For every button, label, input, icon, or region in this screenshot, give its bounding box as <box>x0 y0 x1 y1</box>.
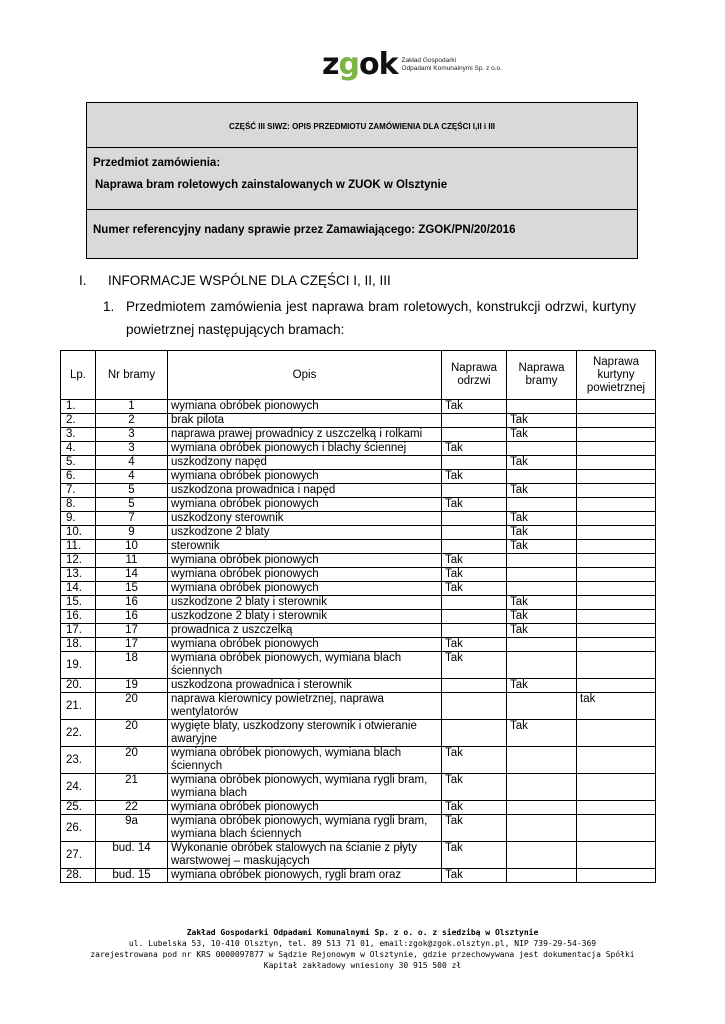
cell-door-repair: Tak <box>442 842 507 869</box>
table-row <box>61 693 656 720</box>
cell-description: naprawa kierownicy powietrznej, naprawa wentylatorów <box>168 693 442 720</box>
cell-door-repair: Tak <box>442 747 507 774</box>
logo-mark-g: g <box>338 47 359 82</box>
header-lp: Lp. <box>61 351 96 400</box>
cell-door-repair <box>442 610 507 624</box>
cell-gate-number: 20 <box>96 720 168 747</box>
table-row <box>61 774 656 801</box>
cell-lp: 17. <box>61 624 96 638</box>
cell-lp: 6. <box>61 470 96 484</box>
cell-lp: 23. <box>61 747 96 774</box>
cell-door-repair <box>442 428 507 442</box>
table-row <box>61 610 656 624</box>
header-subject-row <box>87 148 637 210</box>
cell-gate-number: 17 <box>96 624 168 638</box>
cell-door-repair: Tak <box>442 815 507 842</box>
cell-air-curtain-repair <box>577 720 656 747</box>
document-title: CZĘŚĆ III SIWZ: OPIS PRZEDMIOTU ZAMÓWIENIA DLA CZĘŚCI I,II i III <box>228 122 496 131</box>
table-row <box>61 568 656 582</box>
cell-air-curtain-repair <box>577 568 656 582</box>
cell-description: uszkodzony napęd <box>168 456 442 470</box>
cell-gate-repair: Tak <box>507 624 577 638</box>
cell-description: wymiana obróbek pionowych, wymiana rygli bram, wymiana blach ściennych <box>168 815 442 842</box>
cell-air-curtain-repair <box>577 470 656 484</box>
logo-text <box>402 57 502 73</box>
cell-door-repair: Tak <box>442 652 507 679</box>
cell-lp: 20. <box>61 679 96 693</box>
cell-gate-number: 5 <box>96 484 168 498</box>
subject-label: Przedmiot zamówienia: <box>93 157 221 169</box>
cell-lp: 22. <box>61 720 96 747</box>
cell-door-repair: Tak <box>442 869 507 883</box>
header-box <box>86 102 638 259</box>
cell-door-repair: Tak <box>442 568 507 582</box>
cell-gate-repair <box>507 774 577 801</box>
cell-gate-number: 9a <box>96 815 168 842</box>
table-row <box>61 554 656 568</box>
paragraph-text: Przedmiotem zamówienia jest naprawa bram roletowych, konstrukcji odrzwi, kurtyny powietrznej następujących bramach: <box>126 299 636 337</box>
footer <box>0 927 725 971</box>
cell-gate-number: 18 <box>96 652 168 679</box>
cell-gate-number: 4 <box>96 470 168 484</box>
cell-gate-repair: Tak <box>507 540 577 554</box>
cell-gate-number: 4 <box>96 456 168 470</box>
cell-description: sterownik <box>168 540 442 554</box>
cell-lp: 18. <box>61 638 96 652</box>
cell-lp: 21. <box>61 693 96 720</box>
table-row <box>61 582 656 596</box>
table-row <box>61 652 656 679</box>
cell-gate-repair <box>507 568 577 582</box>
cell-description: wymiana obróbek pionowych <box>168 638 442 652</box>
cell-description: uszkodzone 2 blaty i sterownik <box>168 596 442 610</box>
cell-air-curtain-repair <box>577 554 656 568</box>
cell-gate-number: 1 <box>96 400 168 414</box>
cell-description: prowadnica z uszczelką <box>168 624 442 638</box>
cell-gate-repair <box>507 652 577 679</box>
cell-gate-repair <box>507 498 577 512</box>
cell-description: wymiana obróbek pionowych <box>168 582 442 596</box>
table-row <box>61 484 656 498</box>
cell-description: wymiana obróbek pionowych i blachy ściennej <box>168 442 442 456</box>
cell-gate-number: 7 <box>96 512 168 526</box>
cell-air-curtain-repair <box>577 747 656 774</box>
cell-lp: 16. <box>61 610 96 624</box>
cell-gate-number: 15 <box>96 582 168 596</box>
cell-gate-repair <box>507 842 577 869</box>
logo-line2: Odpadami Komunalnymi Sp. z o.o. <box>401 65 502 72</box>
cell-description: uszkodzona prowadnica i sterownik <box>168 679 442 693</box>
cell-gate-repair: Tak <box>507 526 577 540</box>
table-header-row <box>61 351 656 400</box>
table-row <box>61 801 656 815</box>
cell-lp: 9. <box>61 512 96 526</box>
cell-gate-repair <box>507 638 577 652</box>
cell-gate-number: 16 <box>96 596 168 610</box>
logo-mark <box>322 47 398 82</box>
cell-gate-repair <box>507 801 577 815</box>
cell-description: Wykonanie obróbek stalowych na ścianie z płyty warstwowej – maskujących <box>168 842 442 869</box>
cell-gate-repair: Tak <box>507 610 577 624</box>
footer-capital: Kapitał zakładowy wniesiony 30 915 500 zł <box>263 961 462 970</box>
cell-gate-repair: Tak <box>507 720 577 747</box>
cell-door-repair: Tak <box>442 582 507 596</box>
cell-gate-number: 22 <box>96 801 168 815</box>
logo-mark-ok: ok <box>358 47 398 82</box>
cell-lp: 27. <box>61 842 96 869</box>
header-gate-repair: Naprawa bramy <box>507 351 577 400</box>
cell-door-repair: Tak <box>442 801 507 815</box>
cell-lp: 10. <box>61 526 96 540</box>
cell-air-curtain-repair <box>577 456 656 470</box>
table-row <box>61 456 656 470</box>
paragraph-1 <box>103 295 636 341</box>
cell-air-curtain-repair <box>577 512 656 526</box>
cell-lp: 4. <box>61 442 96 456</box>
cell-door-repair: Tak <box>442 638 507 652</box>
cell-lp: 26. <box>61 815 96 842</box>
cell-door-repair: Tak <box>442 470 507 484</box>
cell-description: wymiana obróbek pionowych, wymiana blach ściennych <box>168 652 442 679</box>
cell-gate-repair <box>507 554 577 568</box>
header-air-curtain-repair: Naprawa kurtyny powietrznej <box>577 351 656 400</box>
cell-gate-repair: Tak <box>507 456 577 470</box>
cell-description: wymiana obróbek pionowych <box>168 498 442 512</box>
cell-gate-repair <box>507 815 577 842</box>
cell-description: uszkodzona prowadnica i napęd <box>168 484 442 498</box>
cell-door-repair <box>442 414 507 428</box>
cell-air-curtain-repair <box>577 638 656 652</box>
cell-gate-repair <box>507 470 577 484</box>
table-row <box>61 526 656 540</box>
cell-air-curtain-repair <box>577 679 656 693</box>
cell-door-repair: Tak <box>442 774 507 801</box>
table-row <box>61 470 656 484</box>
cell-gate-number: 19 <box>96 679 168 693</box>
cell-door-repair <box>442 720 507 747</box>
cell-gate-number: bud. 14 <box>96 842 168 869</box>
cell-air-curtain-repair <box>577 869 656 883</box>
table-row <box>61 400 656 414</box>
logo-mark-z: z <box>322 47 339 82</box>
subject-value: Naprawa bram roletowych zainstalowanych w ZUOK w Olsztynie <box>95 179 448 191</box>
header-description: Opis <box>168 351 442 400</box>
cell-gate-repair: Tak <box>507 484 577 498</box>
cell-air-curtain-repair <box>577 400 656 414</box>
cell-door-repair: Tak <box>442 554 507 568</box>
table-row <box>61 720 656 747</box>
table-row <box>61 498 656 512</box>
footer-address: ul. Lubelska 53, 10-410 Olsztyn, tel. 89 513 71 01, email:zgok@zgok.olsztyn.pl, NIP 739-29-54-369 <box>128 939 597 948</box>
cell-door-repair <box>442 540 507 554</box>
company-logo <box>322 47 502 82</box>
footer-company: Zakład Gospodarki Odpadami Komunalnymi Sp. z o. o. z siedzibą w Olsztynie <box>186 928 539 937</box>
cell-lp: 14. <box>61 582 96 596</box>
table-row <box>61 815 656 842</box>
cell-gate-number: 5 <box>96 498 168 512</box>
cell-gate-number: 20 <box>96 693 168 720</box>
cell-gate-repair: Tak <box>507 596 577 610</box>
cell-gate-repair: Tak <box>507 428 577 442</box>
cell-lp: 3. <box>61 428 96 442</box>
cell-door-repair: Tak <box>442 400 507 414</box>
logo-line1: Zakład Gospodarki <box>401 57 457 64</box>
table-row <box>61 414 656 428</box>
cell-air-curtain-repair <box>577 582 656 596</box>
cell-door-repair <box>442 512 507 526</box>
cell-door-repair: Tak <box>442 442 507 456</box>
cell-door-repair: Tak <box>442 498 507 512</box>
paragraph-number: 1. <box>103 299 115 314</box>
cell-gate-number: 3 <box>96 428 168 442</box>
table-row <box>61 747 656 774</box>
cell-description: naprawa prawej prowadnicy z uszczelką i rolkami <box>168 428 442 442</box>
cell-lp: 25. <box>61 801 96 815</box>
cell-air-curtain-repair <box>577 610 656 624</box>
cell-air-curtain-repair: tak <box>577 693 656 720</box>
cell-lp: 8. <box>61 498 96 512</box>
cell-air-curtain-repair <box>577 498 656 512</box>
section-number: I. <box>79 273 87 288</box>
cell-gate-repair: Tak <box>507 414 577 428</box>
cell-description: brak pilota <box>168 414 442 428</box>
cell-gate-number: bud. 15 <box>96 869 168 883</box>
cell-lp: 2. <box>61 414 96 428</box>
table-row <box>61 442 656 456</box>
cell-gate-repair <box>507 442 577 456</box>
cell-description: wymiana obróbek pionowych <box>168 554 442 568</box>
section-heading <box>79 273 391 288</box>
cell-description: wygięte blaty, uszkodzony sterownik i otwieranie awaryjne <box>168 720 442 747</box>
cell-door-repair <box>442 624 507 638</box>
cell-air-curtain-repair <box>577 624 656 638</box>
cell-air-curtain-repair <box>577 414 656 428</box>
cell-door-repair <box>442 526 507 540</box>
cell-air-curtain-repair <box>577 801 656 815</box>
cell-gate-number: 10 <box>96 540 168 554</box>
cell-door-repair <box>442 484 507 498</box>
cell-lp: 28. <box>61 869 96 883</box>
cell-air-curtain-repair <box>577 428 656 442</box>
table-row <box>61 512 656 526</box>
table-body <box>61 400 656 883</box>
cell-description: uszkodzony sterownik <box>168 512 442 526</box>
table-row <box>61 869 656 883</box>
cell-air-curtain-repair <box>577 442 656 456</box>
section-title: INFORMACJE WSPÓLNE DLA CZĘŚCI I, II, III <box>108 273 391 288</box>
cell-gate-repair <box>507 693 577 720</box>
cell-air-curtain-repair <box>577 815 656 842</box>
cell-gate-number: 16 <box>96 610 168 624</box>
header-title-row <box>87 103 637 148</box>
cell-lp: 12. <box>61 554 96 568</box>
cell-door-repair <box>442 693 507 720</box>
cell-lp: 15. <box>61 596 96 610</box>
cell-description: wymiana obróbek pionowych, rygli bram oraz <box>168 869 442 883</box>
cell-air-curtain-repair <box>577 484 656 498</box>
table-row <box>61 624 656 638</box>
cell-gate-number: 11 <box>96 554 168 568</box>
cell-lp: 13. <box>61 568 96 582</box>
cell-lp: 7. <box>61 484 96 498</box>
cell-gate-repair: Tak <box>507 679 577 693</box>
cell-description: wymiana obróbek pionowych <box>168 568 442 582</box>
table-row <box>61 428 656 442</box>
cell-air-curtain-repair <box>577 774 656 801</box>
cell-gate-number: 9 <box>96 526 168 540</box>
cell-gate-number: 14 <box>96 568 168 582</box>
footer-registration: zarejestrowana pod nr KRS 0000097877 w Sądzie Rejonowym w Olsztynie, gdzie przechowywana jest dokumentacja Spółki <box>90 950 635 959</box>
cell-lp: 19. <box>61 652 96 679</box>
cell-lp: 5. <box>61 456 96 470</box>
cell-description: wymiana obróbek pionowych, wymiana blach ściennych <box>168 747 442 774</box>
cell-gate-number: 21 <box>96 774 168 801</box>
cell-description: uszkodzone 2 blaty i sterownik <box>168 610 442 624</box>
cell-gate-repair <box>507 869 577 883</box>
cell-gate-number: 17 <box>96 638 168 652</box>
cell-description: wymiana obróbek pionowych <box>168 400 442 414</box>
table-row <box>61 842 656 869</box>
cell-gate-repair: Tak <box>507 512 577 526</box>
table-row <box>61 638 656 652</box>
cell-air-curtain-repair <box>577 652 656 679</box>
cell-gate-repair <box>507 582 577 596</box>
cell-description: uszkodzone 2 blaty <box>168 526 442 540</box>
cell-gate-repair <box>507 747 577 774</box>
reference-number: Numer referencyjny nadany sprawie przez Zamawiającego: ZGOK/PN/20/2016 <box>93 224 516 236</box>
cell-gate-number: 3 <box>96 442 168 456</box>
cell-door-repair <box>442 596 507 610</box>
cell-description: wymiana obróbek pionowych <box>168 470 442 484</box>
cell-air-curtain-repair <box>577 596 656 610</box>
cell-gate-repair <box>507 400 577 414</box>
cell-gate-number: 2 <box>96 414 168 428</box>
header-gate-number: Nr bramy <box>96 351 168 400</box>
cell-lp: 24. <box>61 774 96 801</box>
cell-air-curtain-repair <box>577 526 656 540</box>
cell-lp: 1. <box>61 400 96 414</box>
cell-door-repair <box>442 679 507 693</box>
cell-description: wymiana obróbek pionowych <box>168 801 442 815</box>
table-row <box>61 596 656 610</box>
cell-air-curtain-repair <box>577 842 656 869</box>
cell-gate-number: 20 <box>96 747 168 774</box>
cell-lp: 11. <box>61 540 96 554</box>
table-row <box>61 540 656 554</box>
header-door-repair: Naprawa odrzwi <box>442 351 507 400</box>
cell-door-repair <box>442 456 507 470</box>
table-row <box>61 679 656 693</box>
gates-table <box>60 350 656 883</box>
cell-air-curtain-repair <box>577 540 656 554</box>
cell-description: wymiana obróbek pionowych, wymiana rygli bram, wymiana blach <box>168 774 442 801</box>
